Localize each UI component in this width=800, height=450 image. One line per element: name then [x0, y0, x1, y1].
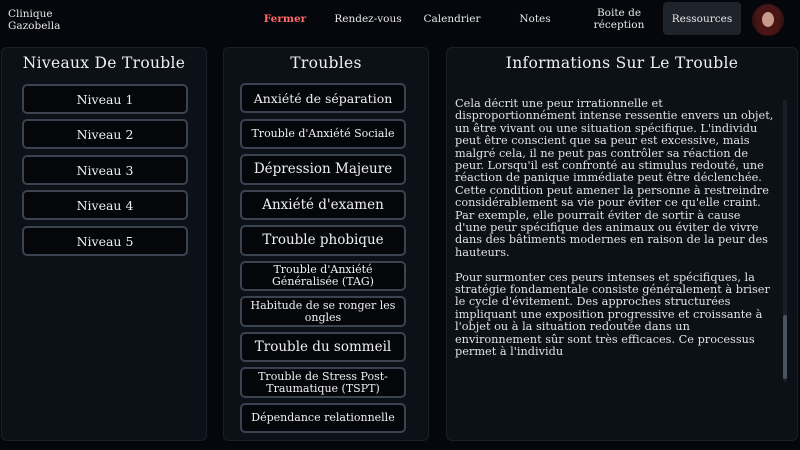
disorder-nail-biting[interactable]: Habitude de se ronger les ongles — [240, 296, 406, 327]
disorders-panel-title: Troubles — [290, 54, 362, 72]
levels-panel — [1, 47, 207, 441]
nav-notes[interactable]: Notes — [519, 13, 551, 25]
disorder-major-depression[interactable]: Dépression Majeure — [240, 154, 406, 185]
disorders-panel — [223, 47, 429, 441]
disorder-gad[interactable]: Trouble d'Anxiété Généralisée (TAG) — [240, 261, 406, 291]
info-panel-title: Informations Sur Le Trouble — [505, 54, 739, 72]
nav-appointments[interactable]: Rendez-vous — [334, 13, 402, 25]
levels-panel-title: Niveaux De Trouble — [22, 54, 186, 72]
level-4-button[interactable]: Niveau 4 — [22, 190, 188, 220]
disorder-social-anxiety[interactable]: Trouble d'Anxiété Sociale — [240, 119, 406, 149]
info-paragraph: Cela décrit une peur irrationnelle et disproportionnément intense ressentie envers un objet, un être vivant ou une situation spécifique. L'individu peut être conscient que sa peur est excessive, mais malgré cela, il ne peut pas contrôler sa réaction de peur. Lorsqu'il est confronté au stimulus redouté, une réaction de panique immédiate peut être déclenchée. Cette condition peut amener la personne à restreindre considérablement sa vie pour éviter ce qu'elle craint. Par exemple, elle pourrait éviter de sortir à cause d'une peur spécifique des animaux ou éviter de vivre dans des bâtiments modernes en raison de la peur des hauteurs. — [455, 98, 774, 259]
level-5-button[interactable]: Niveau 5 — [22, 226, 188, 256]
level-2-button[interactable]: Niveau 2 — [22, 119, 188, 149]
top-bar — [0, 0, 800, 40]
info-panel — [446, 47, 798, 441]
close-button[interactable]: Fermer — [263, 13, 307, 25]
level-3-button[interactable]: Niveau 3 — [22, 155, 188, 185]
info-text[interactable] — [455, 98, 775, 384]
avatar-face — [762, 12, 774, 27]
disorder-sleep[interactable]: Trouble du sommeil — [240, 332, 406, 362]
info-scrollbar-thumb[interactable] — [783, 315, 787, 379]
nav-calendar[interactable]: Calendrier — [423, 13, 481, 25]
disorder-separation-anxiety[interactable]: Anxiété de séparation — [240, 83, 406, 113]
nav-resources[interactable]: Ressources — [663, 2, 741, 35]
info-scrollbar[interactable] — [783, 100, 787, 382]
disorder-phobic[interactable]: Trouble phobique — [240, 225, 406, 256]
disorder-test-anxiety[interactable]: Anxiété d'examen — [240, 190, 406, 220]
disorder-relationship-dependency[interactable]: Dépendance relationnelle — [240, 403, 406, 433]
nav-inbox[interactable]: Boite de réception — [593, 7, 645, 31]
clinic-name: Clinique Gazobella — [8, 8, 61, 32]
info-paragraph: Pour surmonter ces peurs intenses et spécifiques, la stratégie fondamentale consiste généralement à briser le cycle d'évitement. Des approches structurées impliquant une exposition progressive et croissante à l'objet ou à la situation redoutée dans un environnement sûr sont très efficaces. Ce processus permet à l'individu — [455, 270, 770, 359]
disorder-ptsd[interactable]: Trouble de Stress Post-Traumatique (TSPT) — [240, 367, 406, 398]
level-1-button[interactable]: Niveau 1 — [22, 84, 188, 114]
avatar[interactable] — [752, 4, 784, 36]
